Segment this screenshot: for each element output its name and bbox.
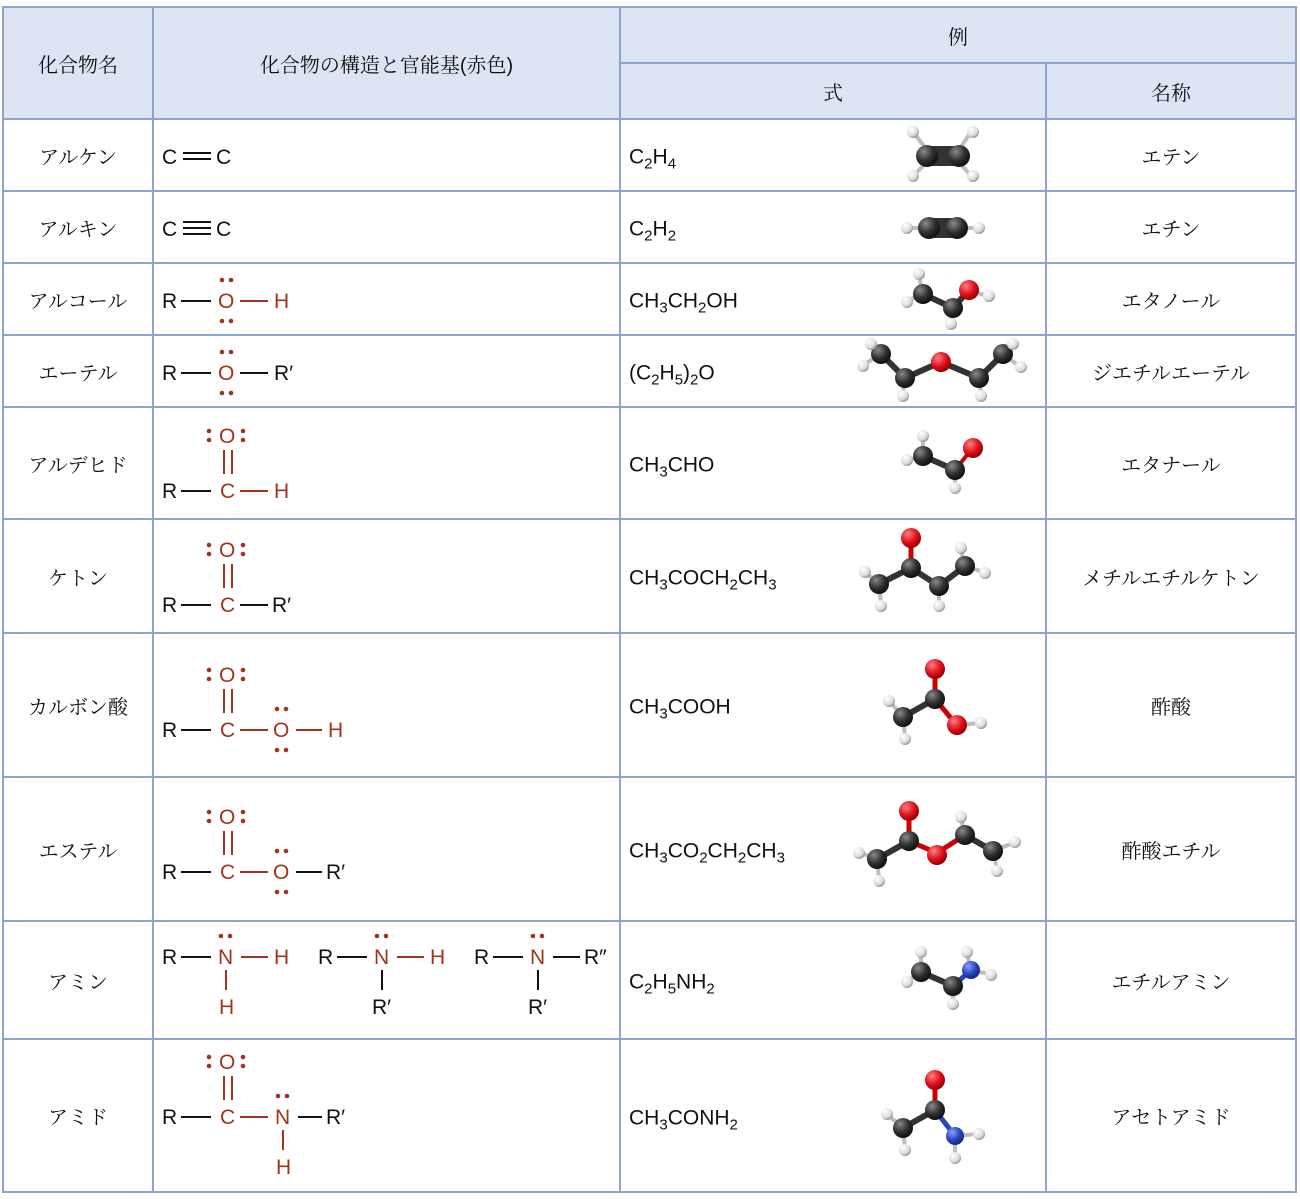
formula-wrap	[621, 336, 1045, 406]
ethyl-acetate-ball-stick-model	[843, 799, 1043, 899]
atom-n: N	[530, 946, 546, 969]
formula-sub: 2	[644, 155, 653, 173]
example-name: エチルアミン	[1046, 921, 1296, 1039]
atom-n: N	[374, 946, 390, 969]
ester-structure	[154, 778, 617, 920]
atom-r-prime: R′	[274, 362, 294, 385]
butanone-ball-stick-model	[843, 526, 1043, 626]
formula-part: H	[652, 145, 668, 169]
atom-o: O	[273, 719, 290, 742]
formula-cell	[620, 519, 1046, 633]
table-row	[3, 335, 1296, 407]
carboxylic-acid-structure	[154, 634, 617, 776]
atom-r: R	[162, 719, 178, 742]
formula-cell	[620, 335, 1046, 407]
atom-r-prime: R′	[528, 996, 548, 1019]
compound-name: エーテル	[3, 335, 153, 407]
formula-part: CH	[737, 566, 769, 590]
formula-text	[629, 453, 715, 481]
formula-cell	[620, 119, 1046, 191]
structure-cell	[153, 1039, 620, 1192]
formula-part: )	[683, 361, 691, 385]
structure-cell	[153, 633, 620, 777]
formula-part: C	[629, 217, 645, 241]
table-row	[3, 263, 1296, 335]
atom-r: R	[162, 362, 178, 385]
functional-groups-table-wrapper	[2, 6, 1295, 1193]
formula-part: CH	[629, 1105, 660, 1129]
formula-sub: 2	[651, 371, 660, 389]
header-structure: 化合物の構造と官能基(赤色)	[153, 7, 620, 119]
header-example-name: 名称	[1046, 63, 1296, 119]
formula-sub: 3	[659, 299, 668, 317]
diethyl-ether-ball-stick-model	[843, 336, 1043, 406]
structure-cell	[153, 263, 620, 335]
formula-sub: 2	[690, 371, 699, 389]
ethyne-ball-stick-model	[843, 192, 1043, 262]
atom-r: R	[162, 946, 178, 969]
formula-cell	[620, 1039, 1046, 1192]
formula-wrap	[621, 192, 1045, 262]
formula-part: CHO	[667, 453, 715, 477]
formula-cell	[620, 263, 1046, 335]
atom-o: O	[219, 539, 236, 562]
table-row	[3, 519, 1296, 633]
atom-r-prime: R′	[326, 861, 346, 884]
atom-c: C	[216, 218, 232, 241]
lone-pairs	[531, 934, 545, 939]
example-name: エタノール	[1046, 263, 1296, 335]
header-compound-name: 化合物名	[3, 7, 153, 119]
lone-pairs	[375, 934, 389, 939]
ethanol-ball-stick-model	[843, 264, 1043, 334]
compound-name: ケトン	[3, 519, 153, 633]
formula-part: CH	[629, 695, 660, 719]
formula-text	[629, 566, 777, 594]
atom-r: R	[162, 1106, 178, 1129]
amine-structure	[154, 922, 617, 1038]
atom-n: N	[275, 1106, 291, 1129]
ethanal-ball-stick-model	[843, 418, 1043, 508]
atom-c: C	[162, 146, 178, 169]
example-name: メチルエチルケトン	[1046, 519, 1296, 633]
table-row	[3, 1039, 1296, 1192]
example-name: ジエチルエーテル	[1046, 335, 1296, 407]
formula-sub: 4	[667, 155, 677, 173]
formula-sub: 5	[667, 980, 677, 998]
atom-r-double-prime: R″	[584, 946, 607, 969]
formula-part: COCH	[667, 566, 730, 590]
formula-sub: 2	[729, 576, 738, 594]
example-name: 酢酸エチル	[1046, 777, 1296, 921]
compound-name: アルコール	[3, 263, 153, 335]
functional-groups-table	[2, 6, 1297, 1193]
alkyne-structure	[154, 192, 617, 262]
atom-h: H	[219, 996, 235, 1019]
atom-r: R	[162, 861, 178, 884]
atom-n: N	[218, 946, 234, 969]
atom-r: R	[162, 480, 178, 503]
atom-c: C	[216, 146, 232, 169]
formula-part: C	[629, 970, 645, 994]
table-row	[3, 407, 1296, 519]
formula-sub: 2	[644, 227, 653, 245]
formula-sub: 2	[698, 299, 707, 317]
aldehyde-structure	[154, 408, 617, 518]
compound-name: アミン	[3, 921, 153, 1039]
structure-cell	[153, 191, 620, 263]
structure-cell	[153, 921, 620, 1039]
formula-part: NH	[676, 970, 707, 994]
formula-wrap	[621, 1040, 1045, 1191]
formula-wrap	[621, 264, 1045, 334]
lone-pairs	[276, 1094, 290, 1099]
formula-sub: 3	[768, 576, 777, 594]
formula-text	[629, 361, 715, 389]
atom-c: C	[162, 218, 178, 241]
structure-cell	[153, 407, 620, 519]
formula-sub: 2	[667, 227, 677, 245]
atom-c: C	[220, 719, 236, 742]
structure-cell	[153, 119, 620, 191]
alkene-structure	[154, 120, 617, 190]
formula-part: CH	[707, 839, 738, 863]
atom-o: O	[218, 362, 235, 385]
formula-sub: 3	[659, 576, 668, 594]
formula-sub: 2	[729, 1115, 738, 1133]
formula-text	[629, 145, 677, 173]
formula-wrap	[621, 408, 1045, 518]
example-name: エテン	[1046, 119, 1296, 191]
header-example: 例	[620, 7, 1296, 63]
formula-part: O	[698, 361, 715, 385]
atom-o: O	[219, 425, 236, 448]
formula-part: (C	[629, 361, 652, 385]
atom-c: C	[220, 594, 236, 617]
formula-sub: 3	[659, 849, 668, 867]
atom-o: O	[219, 664, 236, 687]
formula-sub: 5	[674, 371, 684, 389]
table-row	[3, 921, 1296, 1039]
formula-sub: 2	[706, 980, 715, 998]
atom-h: H	[274, 946, 290, 969]
example-name: 酢酸	[1046, 633, 1296, 777]
acetamide-ball-stick-model	[843, 1066, 1043, 1166]
formula-sub: 2	[737, 849, 747, 867]
alcohol-structure	[154, 264, 617, 334]
formula-part: COOH	[667, 695, 731, 719]
example-name: エタナール	[1046, 407, 1296, 519]
compound-name: カルボン酸	[3, 633, 153, 777]
formula-sub: 3	[776, 849, 785, 867]
formula-part: H	[652, 217, 668, 241]
atom-r-prime: R′	[326, 1106, 346, 1129]
formula-text	[629, 970, 715, 998]
atom-r: R	[162, 594, 178, 617]
structure-cell	[153, 519, 620, 633]
formula-part: CONH	[667, 1105, 730, 1129]
compound-name: アルキン	[3, 191, 153, 263]
formula-part: CH	[629, 289, 660, 313]
formula-cell	[620, 407, 1046, 519]
formula-sub: 2	[644, 980, 653, 998]
formula-wrap	[621, 120, 1045, 190]
atom-o: O	[218, 290, 235, 313]
atom-c: C	[220, 1106, 236, 1129]
formula-part: H	[652, 970, 668, 994]
formula-wrap	[621, 520, 1045, 632]
formula-text	[629, 217, 677, 245]
formula-part: C	[629, 145, 645, 169]
formula-cell	[620, 633, 1046, 777]
example-name: エチン	[1046, 191, 1296, 263]
atom-h: H	[430, 946, 446, 969]
compound-name: アミド	[3, 1039, 153, 1192]
formula-part: CH	[629, 566, 660, 590]
atom-r: R	[162, 290, 178, 313]
atom-r-prime: R′	[272, 594, 292, 617]
formula-part: CH	[629, 453, 660, 477]
atom-r: R	[318, 946, 334, 969]
structure-cell	[153, 335, 620, 407]
formula-sub: 2	[699, 849, 708, 867]
header-formula: 式	[620, 63, 1046, 119]
ethene-ball-stick-model	[843, 120, 1043, 190]
table-row	[3, 777, 1296, 921]
formula-part: CH	[667, 289, 699, 313]
compound-name: エステル	[3, 777, 153, 921]
formula-cell	[620, 921, 1046, 1039]
example-name: アセトアミド	[1046, 1039, 1296, 1192]
compound-name: アルケン	[3, 119, 153, 191]
acetic-acid-ball-stick-model	[843, 655, 1043, 755]
formula-sub: 3	[659, 1115, 668, 1133]
formula-text	[629, 1105, 738, 1133]
formula-part: OH	[706, 289, 738, 313]
ethylamine-ball-stick-model	[843, 940, 1043, 1020]
formula-cell	[620, 777, 1046, 921]
structure-cell	[153, 777, 620, 921]
atom-o: O	[219, 806, 236, 829]
formula-sub: 3	[659, 463, 668, 481]
formula-part: CH	[629, 839, 660, 863]
atom-o: O	[273, 861, 290, 884]
atom-h: H	[276, 1156, 292, 1179]
atom-c: C	[220, 861, 236, 884]
formula-wrap	[621, 634, 1045, 776]
atom-o: O	[219, 1051, 236, 1074]
lone-pairs	[219, 934, 233, 939]
table-row	[3, 191, 1296, 263]
formula-sub: 3	[659, 705, 668, 723]
table-row	[3, 119, 1296, 191]
ether-structure	[154, 336, 617, 406]
formula-text	[629, 695, 731, 723]
formula-text	[629, 289, 738, 317]
formula-wrap	[621, 922, 1045, 1038]
atom-h: H	[274, 480, 290, 503]
formula-cell	[620, 191, 1046, 263]
atom-c: C	[220, 480, 236, 503]
formula-part: H	[659, 361, 675, 385]
compound-name: アルデヒド	[3, 407, 153, 519]
table-row	[3, 633, 1296, 777]
formula-wrap	[621, 778, 1045, 920]
atom-r: R	[474, 946, 490, 969]
atom-h: H	[328, 719, 344, 742]
formula-text	[629, 839, 785, 867]
formula-part: CH	[746, 839, 777, 863]
ketone-structure	[154, 520, 617, 632]
atom-r-prime: R′	[372, 996, 392, 1019]
formula-part: CO	[667, 839, 700, 863]
atom-h: H	[274, 290, 290, 313]
amide-structure	[154, 1040, 617, 1191]
